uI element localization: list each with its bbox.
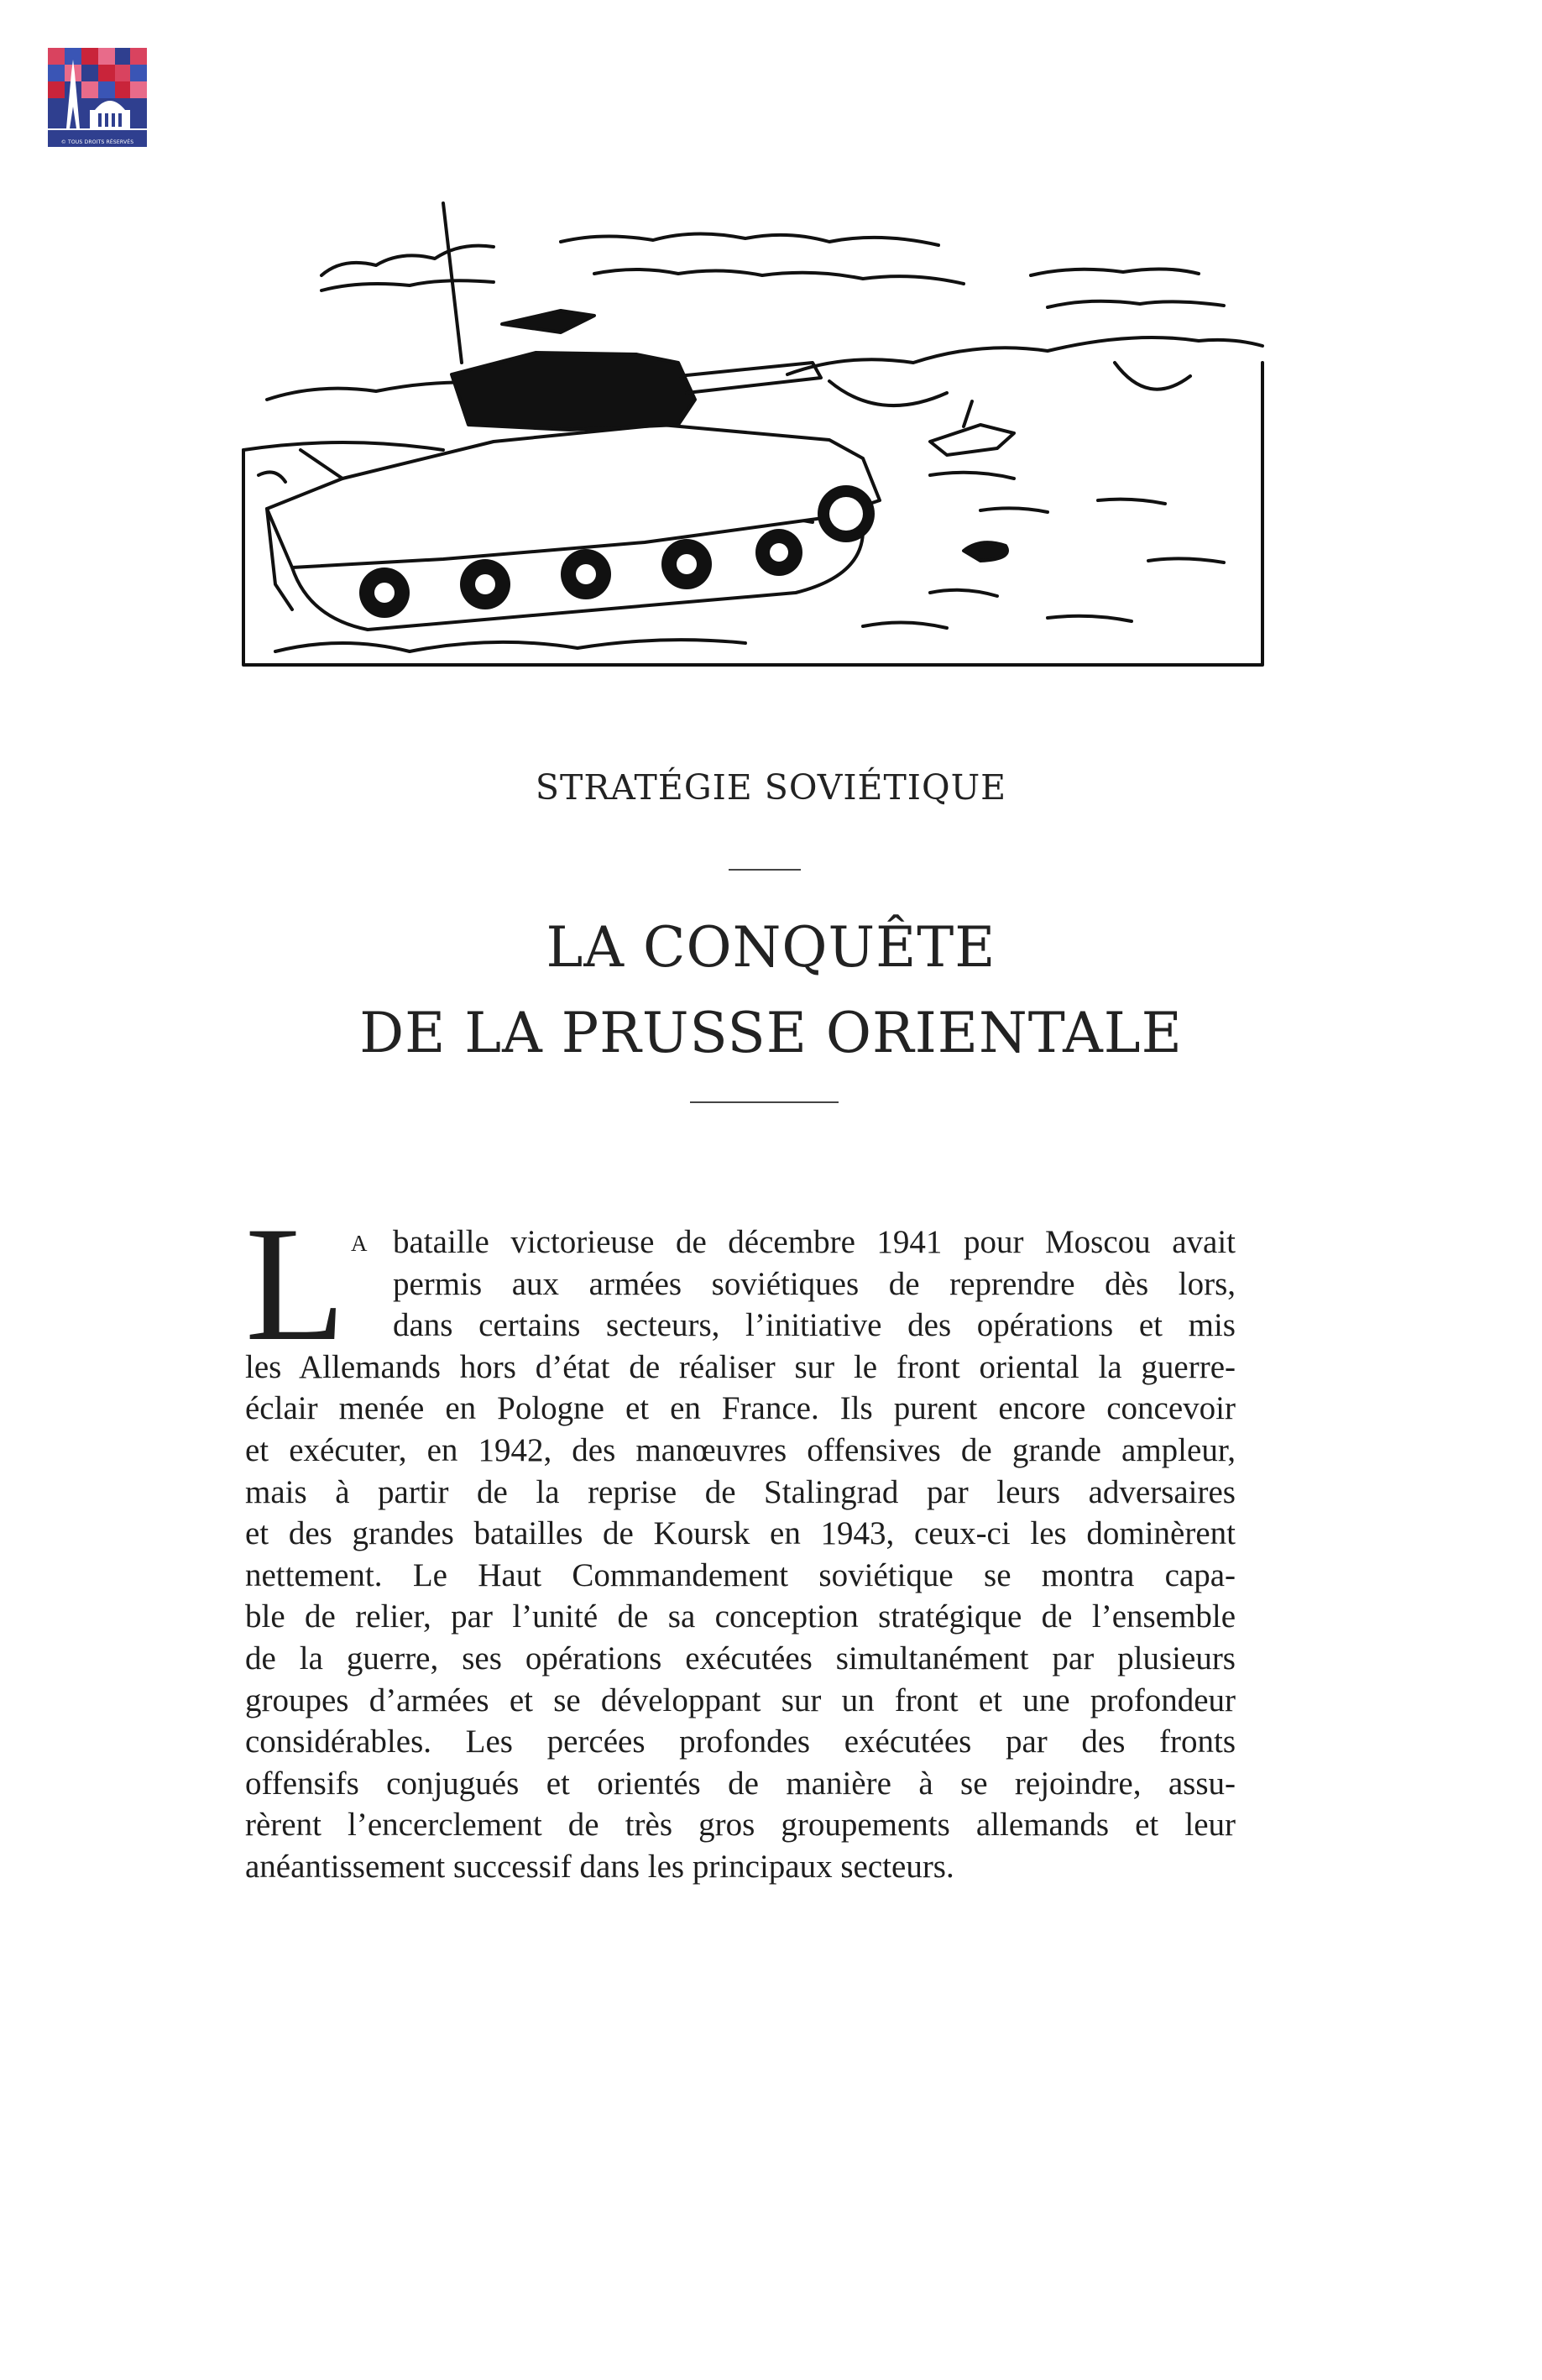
body-line: rèrent l’encerclement de très gros groupements allemands et leur bbox=[245, 1807, 1236, 1844]
body-line: les Allemands hors d’état de réaliser sur le front oriental la guerre- bbox=[245, 1348, 1236, 1385]
tank-illustration-icon bbox=[242, 198, 1264, 667]
body-line: nettement. Le Haut Commandement soviétique se montra capa- bbox=[245, 1556, 1236, 1593]
article-body bbox=[245, 1193, 1236, 1888]
drop-cap-continuation: A bbox=[351, 1231, 368, 1256]
logo-caption: © TOUS DROITS RÉSERVÉS bbox=[60, 139, 134, 145]
body-line: dans certains secteurs, l’initiative des opérations et mis bbox=[393, 1307, 1236, 1344]
publisher-logo-icon bbox=[48, 48, 147, 147]
body-line: permis aux armées soviétiques de reprendre dès lors, bbox=[393, 1265, 1236, 1302]
drop-cap: L bbox=[245, 1193, 346, 1375]
title-line-1: LA CONQUÊTE bbox=[546, 915, 996, 980]
body-line: et exécuter, en 1942, des manœuvres offensives de grande ampleur, bbox=[245, 1431, 1236, 1468]
publisher-logo bbox=[48, 48, 147, 147]
body-line: anéantissement successif dans les principaux secteurs. bbox=[245, 1848, 954, 1885]
tank-illustration bbox=[242, 198, 1264, 667]
section-kicker: STRATÉGIE SOVIÉTIQUE bbox=[535, 767, 1007, 808]
body-line: mais à partir de la reprise de Stalingrad par leurs adversaires bbox=[245, 1473, 1236, 1510]
body-line: éclair menée en Pologne et en France. Ils purent encore concevoir bbox=[245, 1390, 1236, 1427]
body-line: offensifs conjugués et orientés de manière à se rejoindre, assu- bbox=[245, 1765, 1236, 1802]
body-line: groupes d’armées et se développant sur un front et une profondeur bbox=[245, 1682, 1236, 1718]
page-title bbox=[0, 905, 1542, 1076]
body-line: bataille victorieuse de décembre 1941 pour Moscou avait bbox=[393, 1224, 1236, 1260]
body-line: et des grandes batailles de Koursk en 1943, ceux-ci les dominèrent bbox=[245, 1515, 1236, 1552]
title-line-2: DE LA PRUSSE ORIENTALE bbox=[359, 1001, 1183, 1065]
body-line: ble de relier, par l’unité de sa conception stratégique de l’ensemble bbox=[245, 1598, 1236, 1635]
body-line: de la guerre, ses opérations exécutées simultanément par plusieurs bbox=[245, 1640, 1236, 1676]
divider-bottom bbox=[690, 1101, 839, 1103]
divider-top bbox=[729, 869, 801, 871]
body-line: considérables. Les percées profondes exécutées par des fronts bbox=[245, 1724, 1236, 1760]
